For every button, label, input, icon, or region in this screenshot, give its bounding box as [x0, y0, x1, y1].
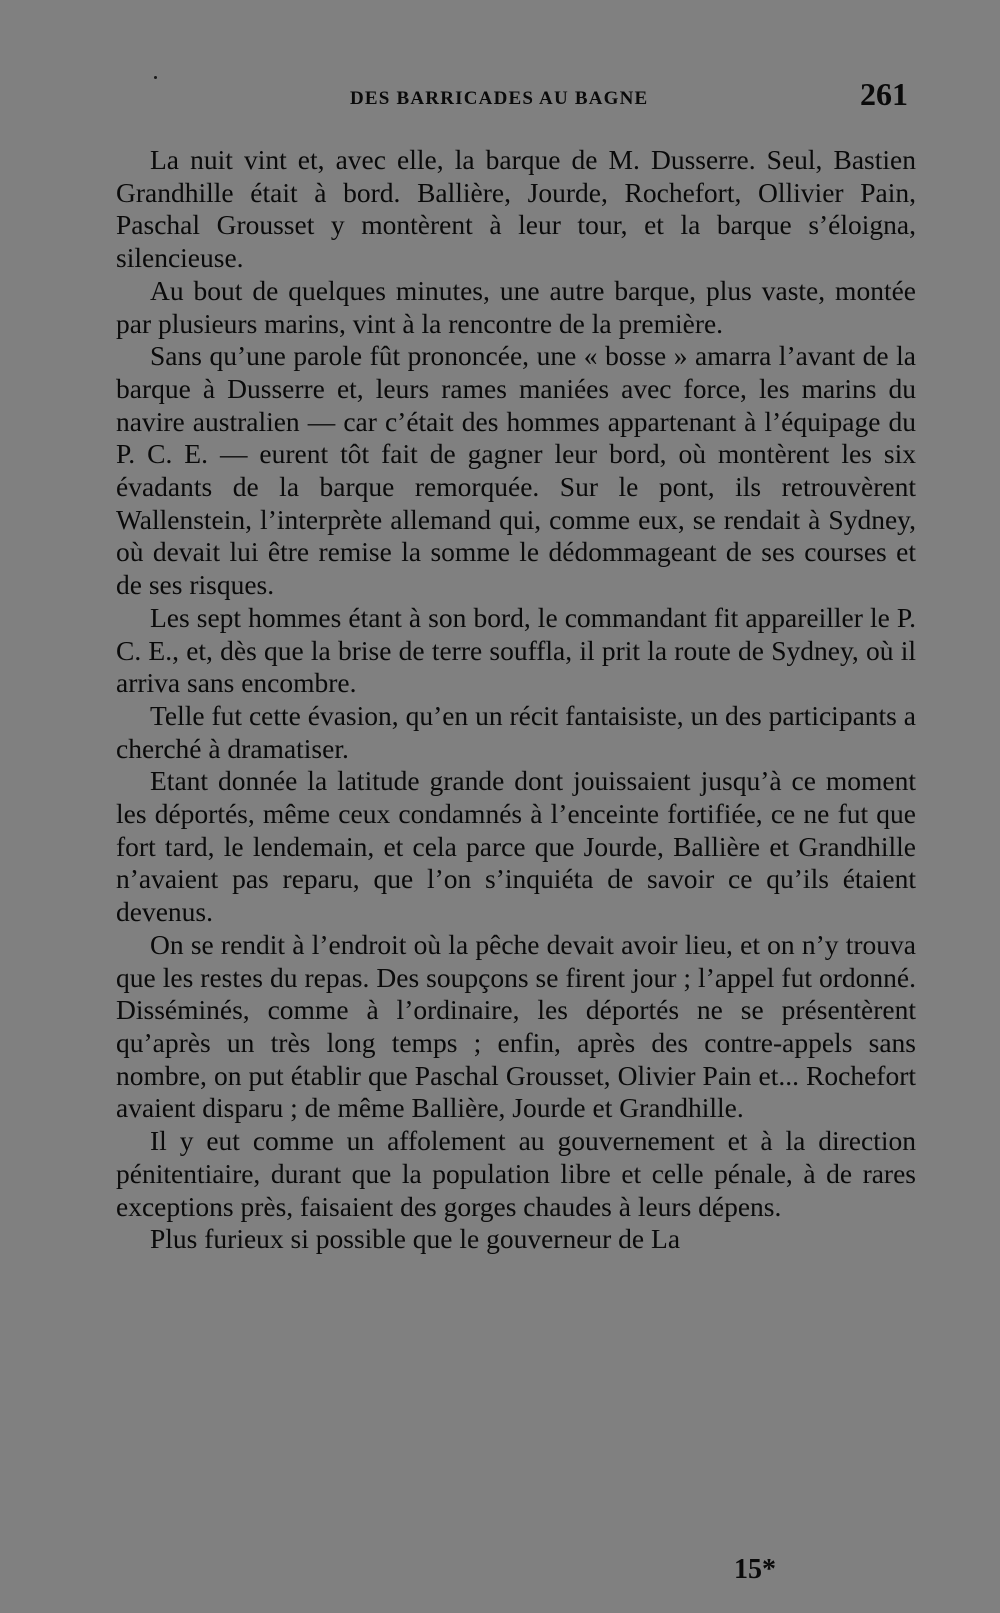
paragraph-9: Plus furieux si possible que le gouverneur de La — [150, 1223, 681, 1255]
paragraph-2: Au bout de quelques minutes, une autre barque, plus vaste, montée par plusieurs marins, vint à la rencontre de la première. — [116, 274, 916, 339]
paragraph-4: Les sept hommes étant à son bord, le commandant fit appareiller le P. C. E., et, dès que la brise de terre souffla, il prit la route de Sydney, où il arriva sans encombre. — [116, 601, 916, 699]
paragraph-7: On se rendit à l’endroit où la pêche devait avoir lieu, et on n’y trouva que les restes du repas. Des soupçons se firent jour ; l’appel fut ordonné. Disséminés, comme à l’ordinaire, les déportés ne se présentèrent qu’après un très long temps ; enfin, après des contre-appels sans nombre, on put établir que Paschal Grousset, Olivier Pain et... Rochefort avaient disparu ; de même Ballière, Jourde et Grandhille. — [116, 928, 916, 1124]
running-title: DES BARRICADES AU BAGNE — [350, 88, 649, 109]
paragraph-6: Etant donnée la latitude grande dont jouissaient jusqu’à ce moment les déportés, même ceux condamnés à l’enceinte fortifiée, ce ne fut que fort tard, le lendemain, et cela parce que Jourde, Ballière et Grandhille n’avaient pas reparu, que l’on s’inquiéta de savoir ce qu’ils étaient devenus. — [116, 765, 916, 928]
paragraph-8: Il y eut comme un affolement au gouvernement et à la direction pénitentiaire, durant que la population libre et celle pénale, à de rares exceptions près, faisaient des gorges chaudes à leurs dépens. — [116, 1125, 916, 1222]
body-text — [116, 144, 916, 1256]
paragraph-1: La nuit vint et, avec elle, la barque de M. Dusserre. Seul, Bastien Grandhille était à bord. Ballière, Jourde, Rochefort, Ollivier Pain, Paschal Grousset y montèrent à leur tour, et la barque s’éloigna, silencieuse. — [116, 144, 916, 274]
paragraph-3: Sans qu’une parole fût prononcée, une « bosse » amarra l’avant de la barque à Dusserre et, leurs rames maniées avec force, les marins du navire australien — car c’était des hommes appartenant à l’équipage du P. C. E. — eurent tôt fait de gagner leur bord, où montèrent les six évadants de la barque remorquée. Sur le pont, ils retrouvèrent Wallenstein, l’interprète allemand qui, comme eux, se rendait à Sydney, où devait lui être remise la somme le dédommageant de ses courses et de ses risques. — [116, 340, 916, 601]
paragraph-5: Telle fut cette évasion, qu’en un récit fantaisiste, un des participants a cherché à dramatiser. — [116, 699, 916, 764]
page-number: 261 — [860, 76, 908, 112]
printer-signature-mark: 15* — [734, 1554, 776, 1585]
ink-speck — [154, 76, 157, 79]
